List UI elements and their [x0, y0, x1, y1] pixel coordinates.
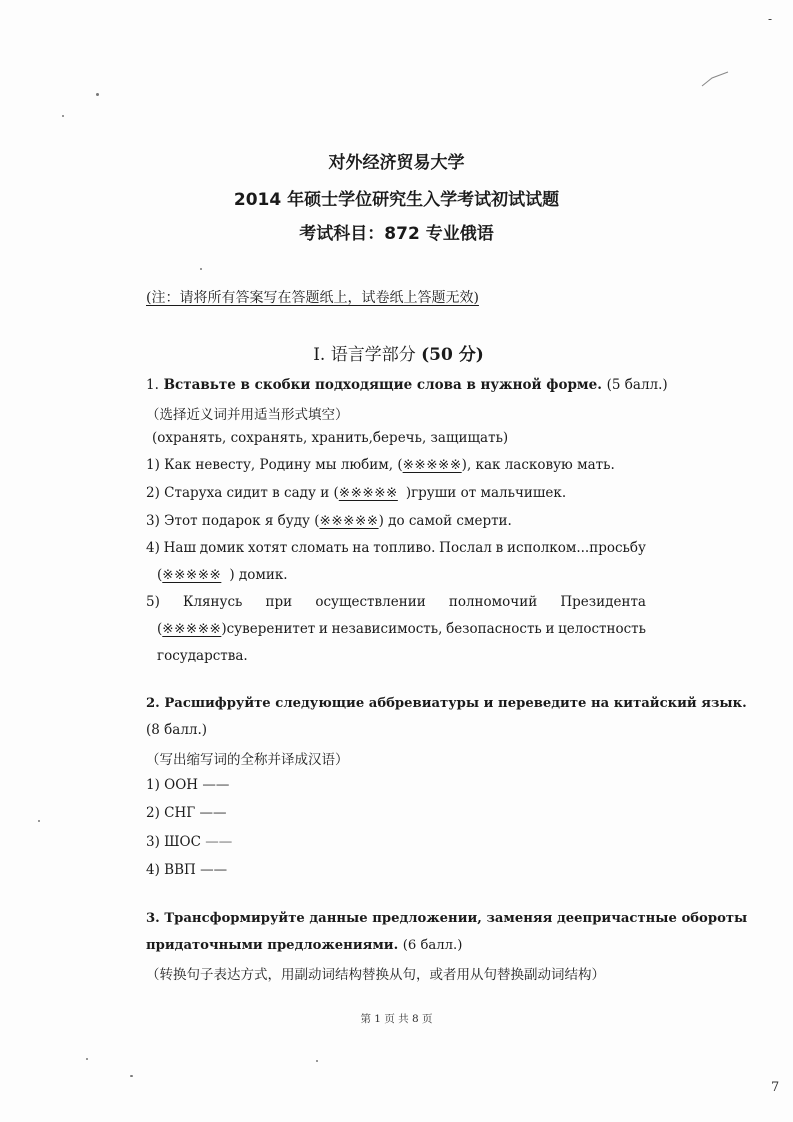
dash: ——: [205, 834, 233, 850]
word: 4): [146, 540, 160, 556]
university-name: 对外经济贸易大学: [328, 153, 465, 173]
instruction-note: (注：请将所有答案写在答题纸上，试卷纸上答题无效): [146, 290, 479, 306]
q1-item-5-line2: [157, 621, 646, 637]
q3-title-cont: придаточными предложениями.: [146, 938, 399, 953]
page-footer: 第 1 页 共 8 页: [360, 1013, 433, 1025]
q2-title: 2. Расшифруйте следующие аббревиатуры и переведите на китайский язык.: [146, 696, 747, 711]
word: целостность: [558, 621, 646, 637]
word: Наш: [163, 540, 197, 556]
item-text: ) домик.: [229, 567, 288, 583]
scan-speck: [62, 115, 64, 117]
word: осуществлении: [315, 594, 426, 610]
q1-item-1: [146, 457, 615, 473]
word: и: [545, 621, 555, 637]
word: в: [495, 540, 504, 556]
q1-item-5-line1: [146, 594, 646, 610]
answer-blank: ※※※※※: [338, 485, 398, 501]
section-title: 语言学部分: [330, 345, 416, 365]
item-text: 2) Старуха сидит в саду и (: [146, 485, 339, 501]
top-corner-mark: -: [768, 12, 773, 26]
item-text: ) до самой смерти.: [378, 513, 512, 529]
word: 5): [146, 594, 160, 610]
section-heading: [2, 340, 793, 365]
q2-item-3: [146, 834, 232, 850]
item-text: ), как ласковую мать.: [461, 457, 615, 473]
scan-speck: [130, 1075, 133, 1077]
abbr: 4) ВВП: [146, 862, 196, 878]
abbr: 3) ШОС: [146, 834, 201, 850]
item-text: )груши от мальчишек.: [405, 485, 567, 501]
q1-cn-hint: （选择近义词并用适当形式填空）: [146, 407, 349, 423]
dash: ——: [200, 862, 228, 878]
q1-item-4-line1: [146, 540, 646, 556]
q1-item-4-line2: [157, 567, 288, 583]
dash: ——: [199, 805, 227, 821]
word: и: [318, 621, 328, 637]
q3-cn-hint: （转换句子表达方式，用副动词结构替换从句，或者用从句替换副动词结构）: [146, 967, 605, 983]
item-text: ): [221, 621, 227, 637]
blank-group: [157, 621, 315, 637]
answer-blank: ※※※※※: [402, 457, 462, 473]
dash: ——: [202, 777, 230, 793]
word: Президента: [560, 594, 646, 610]
word: полномочий: [448, 594, 538, 610]
answer-blank: ※※※※※: [162, 621, 222, 637]
abbr: 2) СНГ: [146, 805, 196, 821]
item-text: 1) Как невесту, Родину мы любим, (: [146, 457, 403, 473]
word: топливо.: [373, 540, 436, 556]
scan-speck: [96, 93, 99, 96]
q1-word-bank: (охранять, сохранять, хранить,беречь, защищать): [152, 430, 509, 446]
q1-item-5-line3: государства.: [157, 648, 248, 664]
word: независимость,: [331, 621, 443, 637]
q3-points: (6 балл.): [402, 938, 463, 953]
item-text: (: [157, 621, 163, 637]
q2-item-1: [146, 777, 229, 793]
q3-title-line2: [146, 938, 462, 953]
answer-blank: ※※※※※: [319, 513, 379, 529]
q2-points: (8 балл.): [146, 722, 208, 738]
q1-instruction: Вставьте в скобки подходящие слова в нужной форме.: [163, 377, 602, 393]
word: хотят: [247, 540, 288, 556]
q1-points: (5 балл.): [606, 377, 668, 393]
pen-mark: [700, 68, 730, 90]
word: Послал: [439, 540, 492, 556]
word: на: [352, 540, 370, 556]
scan-speck: [86, 1058, 88, 1060]
section-numeral: Ⅰ.: [313, 345, 326, 365]
scan-speck: [200, 268, 202, 270]
q1-number: 1.: [146, 377, 159, 393]
exam-title: 2014 年硕士学位研究生入学考试初试试题: [233, 190, 560, 210]
scan-speck: [316, 1060, 318, 1062]
q2-cn-hint: （写出缩写词的全称并译成汉语）: [146, 752, 349, 768]
corner-page-number: 7: [771, 1080, 780, 1095]
q1-title: [146, 377, 668, 393]
item-text: 3) Этот подарок я буду (: [146, 513, 320, 529]
word: домик: [199, 540, 245, 556]
word: исполком...просьбу: [507, 540, 646, 556]
word: при: [265, 594, 293, 610]
item-text: (: [157, 567, 163, 583]
word: суверенитет: [226, 621, 316, 637]
word: безопасность: [446, 621, 542, 637]
scan-speck: [38, 820, 40, 822]
word: Клянусь: [183, 594, 243, 610]
answer-blank: ※※※※※: [162, 567, 222, 583]
q3-title: 3. Трансформируйте данные предложении, заменяя деепричастные обороты: [146, 911, 748, 926]
section-points: (50 分): [421, 345, 484, 365]
q1-item-2: [146, 485, 566, 501]
abbr: 1) ООН: [146, 777, 199, 793]
q1-item-3: [146, 513, 512, 529]
exam-subject: 考试科目：872 专业俄语: [299, 224, 494, 244]
q2-item-2: [146, 805, 227, 821]
word: сломать: [290, 540, 349, 556]
q2-item-4: [146, 862, 227, 878]
